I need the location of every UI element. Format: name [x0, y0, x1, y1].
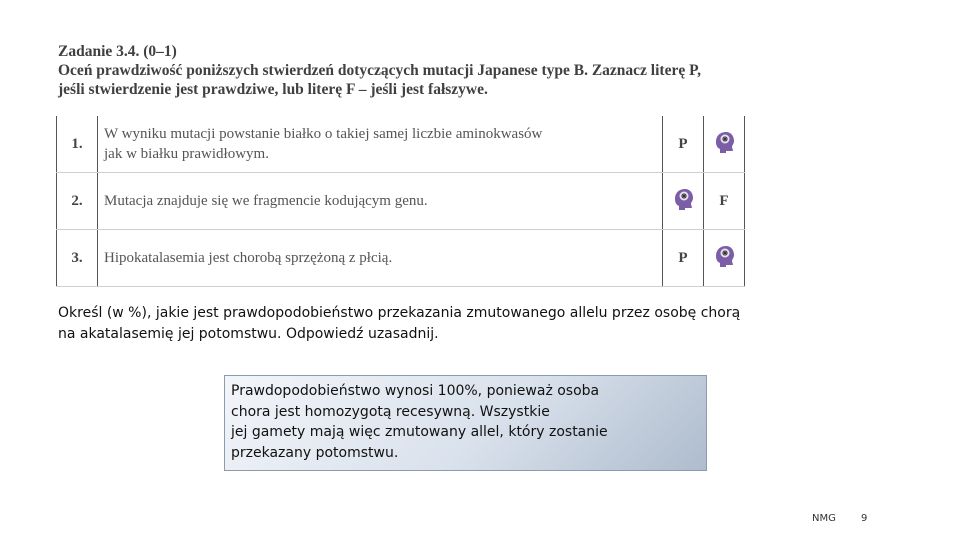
option-f[interactable]	[704, 230, 745, 287]
statement-text	[98, 173, 663, 230]
head-with-brain-icon	[671, 187, 695, 211]
statement-text-line: jak w białku prawidłowym.	[104, 146, 269, 162]
statement-number: 1.	[57, 116, 98, 173]
question-line: Określ (w %), jakie jest prawdopodobieństwo przekazania zmutowanego allelu przez osobę chorą	[58, 305, 741, 321]
statement-row-1	[57, 116, 745, 173]
statement-text	[98, 116, 663, 173]
page-number: 9	[861, 513, 868, 524]
option-p-label: P	[678, 135, 688, 152]
option-f-label: F	[719, 192, 729, 209]
statement-number: 3.	[57, 230, 98, 287]
option-f[interactable]	[704, 173, 745, 230]
answer-line: chora jest homozygotą recesywną. Wszystkie	[231, 403, 550, 420]
option-p[interactable]	[663, 173, 704, 230]
statement-row-2	[57, 173, 745, 230]
answer-line: przekazany potomstwu.	[231, 444, 399, 461]
task-instruction-line-2: jeśli stwierdzenie jest prawdziwe, lub literę F – jeśli jest fałszywe.	[58, 81, 488, 98]
task-instruction-line-1: Oceń prawdziwość poniższych stwierdzeń dotyczących mutacji Japanese type B. Zaznacz literę P,	[58, 62, 702, 79]
statement-text-line: Hipokatalasemia jest chorobą sprzężoną z płcią.	[104, 250, 393, 266]
statement-row-3	[57, 230, 745, 287]
statements-table	[56, 116, 745, 287]
option-p[interactable]	[663, 230, 704, 287]
head-with-brain-icon	[712, 244, 736, 268]
head-with-brain-icon	[712, 130, 736, 154]
statement-text	[98, 230, 663, 287]
option-p[interactable]	[663, 116, 704, 173]
statement-text-line: Mutacja znajduje się we fragmencie kodującym genu.	[104, 193, 428, 209]
question-text	[58, 303, 858, 345]
answer-line: jej gamety mają więc zmutowany allel, który zostanie	[231, 424, 608, 440]
statement-number: 2.	[57, 173, 98, 230]
option-p-label: P	[678, 249, 688, 266]
answer-box	[224, 375, 707, 471]
answer-line: Prawdopodobieństwo wynosi 100%, ponieważ osoba	[231, 383, 600, 399]
statement-text-line: W wyniku mutacji powstanie białko o takiej samej liczbie aminokwasów	[104, 126, 543, 142]
footer-author: NMG	[812, 513, 836, 524]
question-line: na akatalasemię jej potomstwu. Odpowiedź uzasadnij.	[58, 326, 439, 342]
task-title: Zadanie 3.4. (0–1)	[58, 43, 177, 60]
task-header	[58, 42, 778, 99]
option-f[interactable]	[704, 116, 745, 173]
